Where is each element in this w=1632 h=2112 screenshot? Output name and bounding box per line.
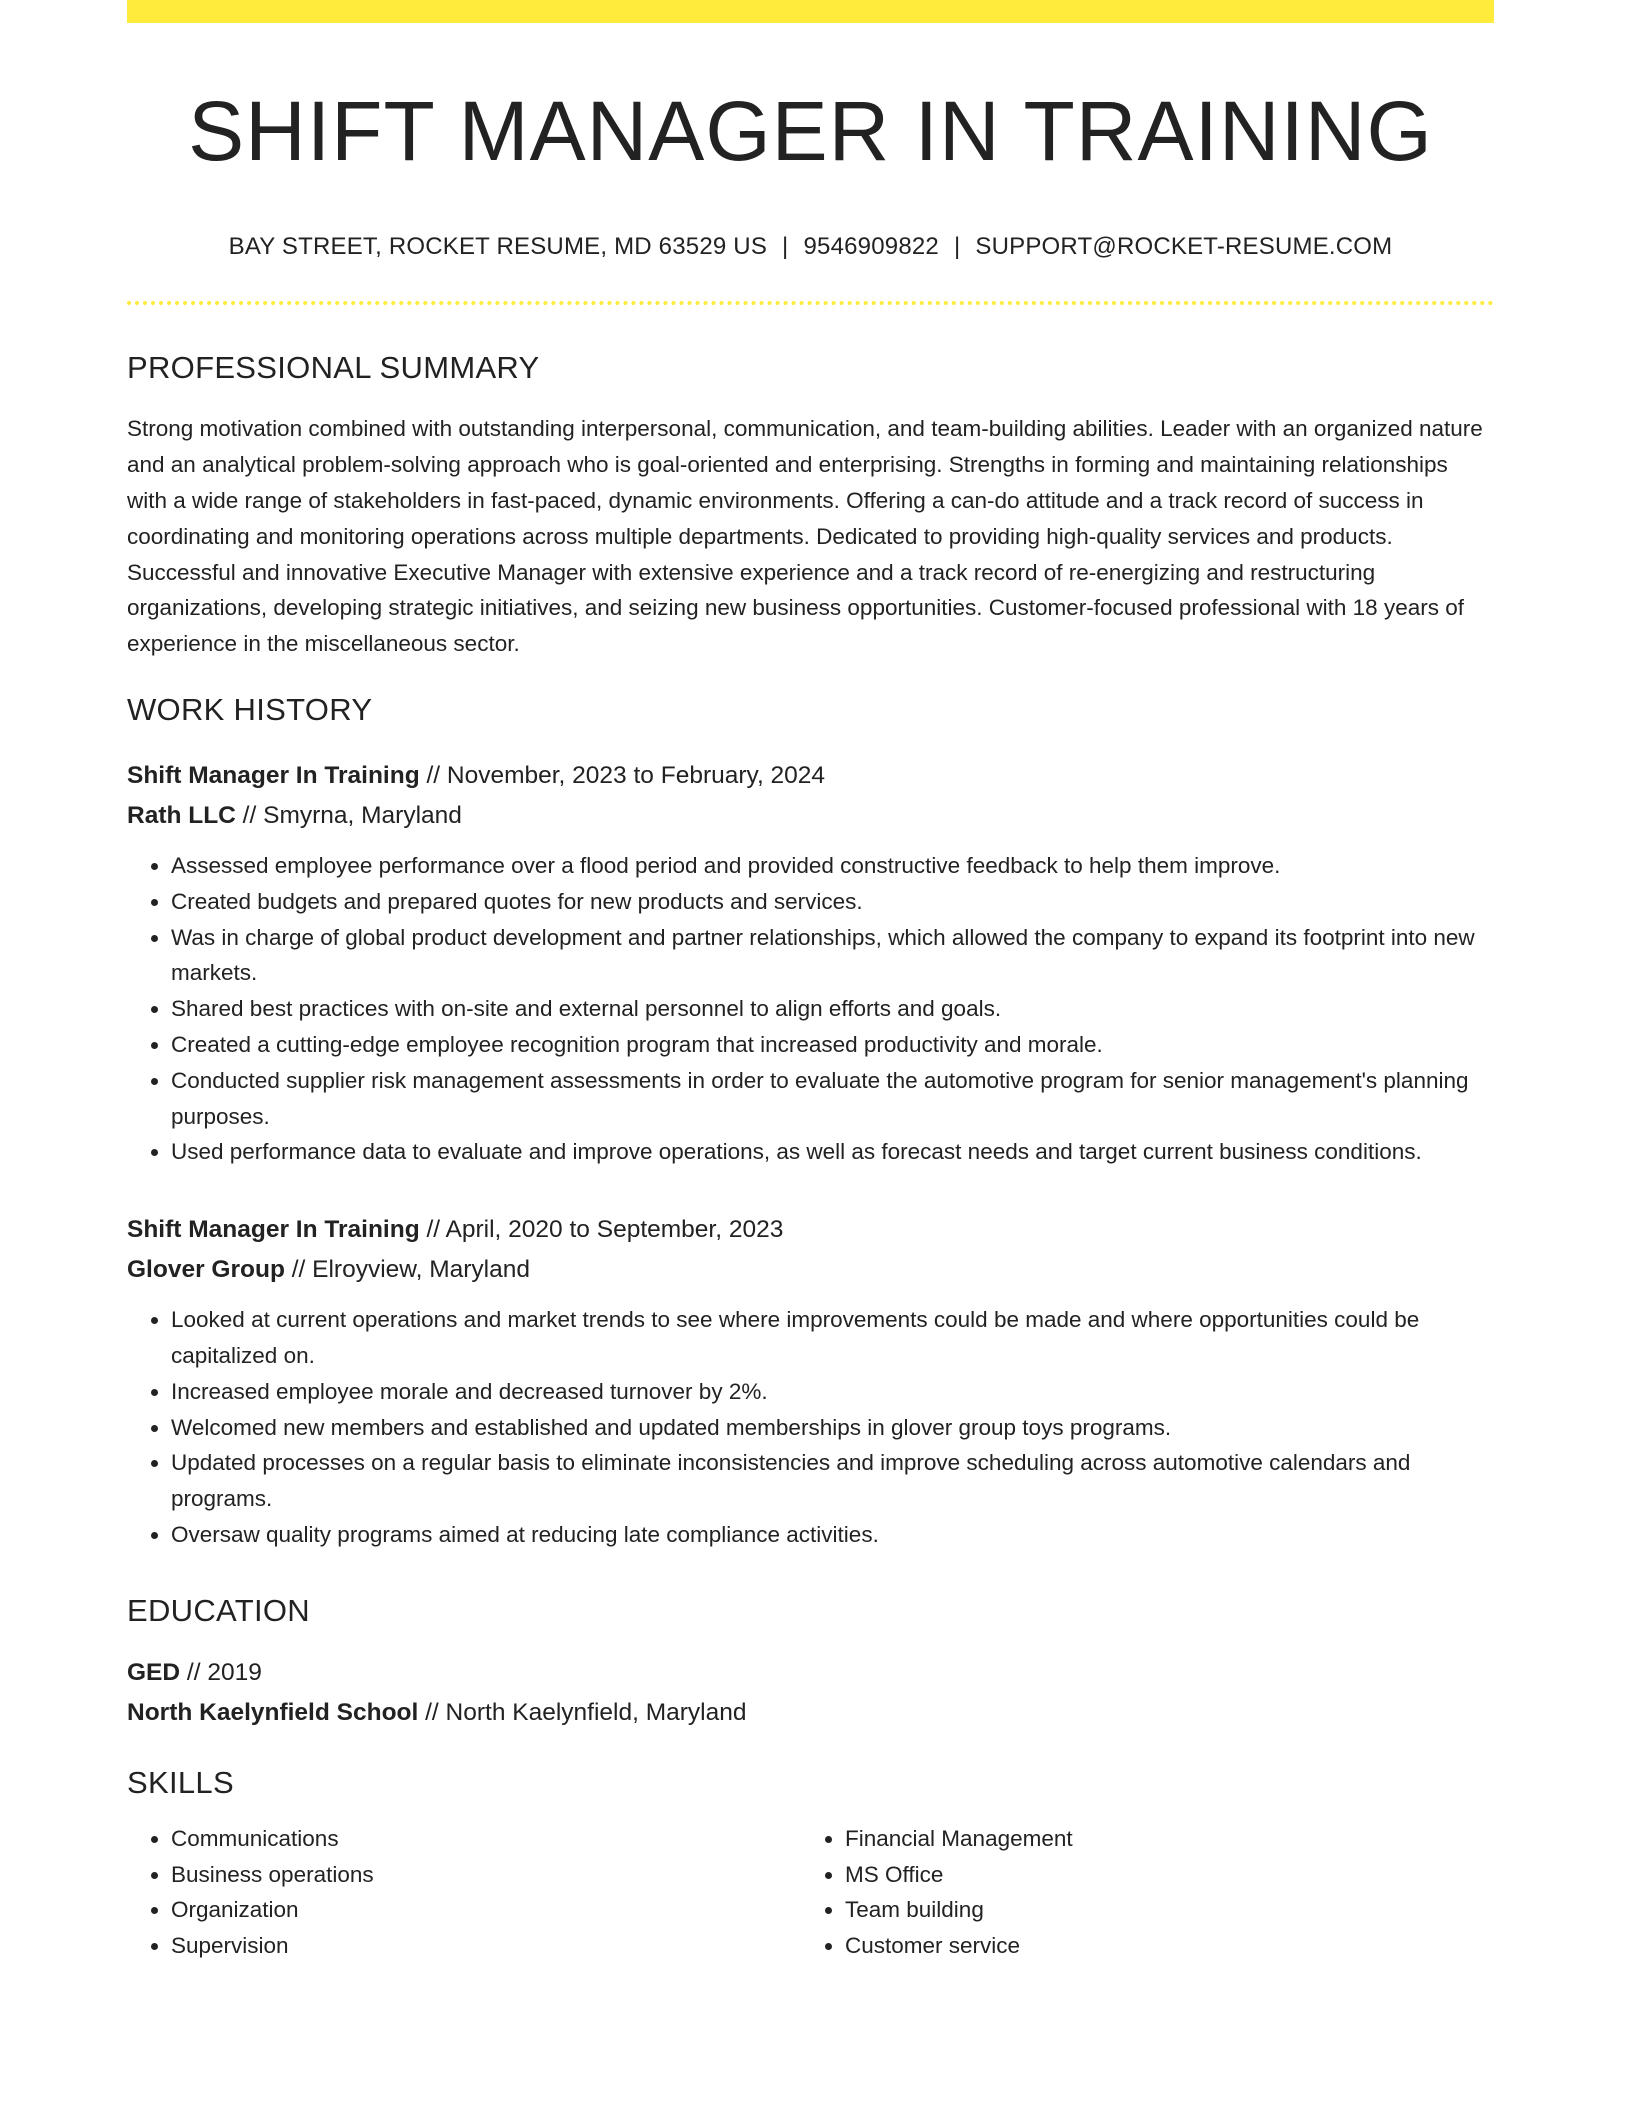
job-bullet: • Increased employee morale and decreased turnover by 2%. bbox=[171, 1374, 1494, 1410]
job-bullet: • Used performance data to evaluate and improve operations, as well as forecast needs and target current business conditions. bbox=[171, 1134, 1494, 1170]
skill-item: • Supervision bbox=[171, 1928, 801, 1964]
contact-separator: | bbox=[953, 233, 961, 261]
job-location: // Elroyview, Maryland bbox=[284, 1256, 531, 1284]
contact-separator: | bbox=[782, 233, 789, 261]
resume-page bbox=[127, 0, 1494, 1964]
skills-list-right bbox=[801, 1821, 1475, 1964]
education-degree-line bbox=[127, 1653, 1494, 1693]
candidate-name: SHIFT MANAGER IN TRAINING bbox=[188, 84, 1433, 178]
job-role: Shift Manager In Training bbox=[127, 761, 420, 789]
skills-heading: SKILLS bbox=[127, 1764, 234, 1800]
job-bullet: • Conducted supplier risk management assessments in order to evaluate the automotive program for senior management's planning purposes. bbox=[171, 1063, 1494, 1135]
education-school-line bbox=[127, 1693, 1494, 1733]
job-entry bbox=[127, 756, 1494, 1170]
job-bullet: • Created a cutting-edge employee recognition program that increased productivity and morale. bbox=[171, 1027, 1494, 1063]
contact-line bbox=[127, 233, 1494, 261]
skill-item: • Financial Management bbox=[845, 1821, 1475, 1857]
contact-address: BAY STREET, ROCKET RESUME, MD 63529 US bbox=[228, 233, 768, 261]
skills-list-left bbox=[127, 1821, 801, 1964]
job-bullets bbox=[127, 1302, 1494, 1553]
education-entry bbox=[127, 1653, 1494, 1733]
contact-email: SUPPORT@ROCKET-RESUME.COM bbox=[975, 233, 1393, 261]
job-dates: // November, 2023 to February, 2024 bbox=[419, 761, 826, 789]
job-title-line bbox=[127, 1210, 1494, 1250]
education-school: North Kaelynfield School bbox=[127, 1698, 419, 1726]
job-bullet: • Assessed employee performance over a flood period and provided constructive feedback to help them improve. bbox=[171, 848, 1494, 884]
job-bullet: • Was in charge of global product development and partner relationships, which allowed the company to expand its footprint into new markets. bbox=[171, 920, 1494, 992]
job-bullet: • Oversaw quality programs aimed at reducing late compliance activities. bbox=[171, 1517, 1494, 1553]
job-bullet: • Updated processes on a regular basis to eliminate inconsistencies and improve scheduling across automotive calendars and programs. bbox=[171, 1445, 1494, 1517]
education-heading: EDUCATION bbox=[127, 1592, 310, 1628]
skill-item: • Team building bbox=[845, 1892, 1475, 1928]
skills-columns bbox=[127, 1821, 1494, 1964]
education-year: // 2019 bbox=[180, 1658, 262, 1686]
dotted-divider bbox=[127, 301, 1494, 305]
job-company: Glover Group bbox=[127, 1256, 285, 1284]
job-dates: // April, 2020 to September, 2023 bbox=[419, 1216, 784, 1244]
job-company: Rath LLC bbox=[127, 801, 236, 829]
job-role: Shift Manager In Training bbox=[127, 1216, 420, 1244]
skill-item: • MS Office bbox=[845, 1857, 1475, 1893]
skill-item: • Organization bbox=[171, 1892, 801, 1928]
skill-item: • Communications bbox=[171, 1821, 801, 1857]
job-bullet: • Shared best practices with on-site and external personnel to align efforts and goals. bbox=[171, 991, 1494, 1027]
job-entry bbox=[127, 1210, 1494, 1553]
summary-heading: PROFESSIONAL SUMMARY bbox=[127, 350, 540, 386]
job-title-line bbox=[127, 756, 1494, 796]
job-company-line bbox=[127, 796, 1494, 836]
job-bullet: • Looked at current operations and market trends to see where improvements could be made and where opportunities could be capitalized on. bbox=[171, 1302, 1494, 1374]
accent-top-bar bbox=[127, 0, 1494, 23]
job-bullet: • Created budgets and prepared quotes for new products and services. bbox=[171, 884, 1494, 920]
job-bullets bbox=[127, 848, 1494, 1170]
skill-item: • Business operations bbox=[171, 1857, 801, 1893]
education-location: // North Kaelynfield, Maryland bbox=[418, 1698, 747, 1726]
job-location: // Smyrna, Maryland bbox=[235, 801, 462, 829]
skill-item: • Customer service bbox=[845, 1928, 1475, 1964]
contact-phone: 9546909822 bbox=[803, 233, 939, 261]
job-bullet: • Welcomed new members and established and updated memberships in glover group toys programs. bbox=[171, 1410, 1494, 1446]
work-history-heading: WORK HISTORY bbox=[127, 691, 373, 727]
job-company-line bbox=[127, 1250, 1494, 1290]
education-degree: GED bbox=[127, 1658, 181, 1686]
summary-text: Strong motivation combined with outstanding interpersonal, communication, and team-building abilities. Leader with an organized nature and an analytical problem-solving approach who is goal-oriented and enterprising. Strengths in forming and maintaining relationships with a wide range of stakeholders in fast-paced, dynamic environments. Offering a can-do attitude and a track record of success in coordinating and monitoring operations across multiple departments. Dedicated to providing high-quality services and products. Successful and innovative Executive Manager with extensive experience and a track record of re-energizing and restructuring organizations, developing strategic initiatives, and seizing new business opportunities. Customer-focused professional with 18 years of experience in the miscellaneous sector. bbox=[127, 416, 1483, 657]
